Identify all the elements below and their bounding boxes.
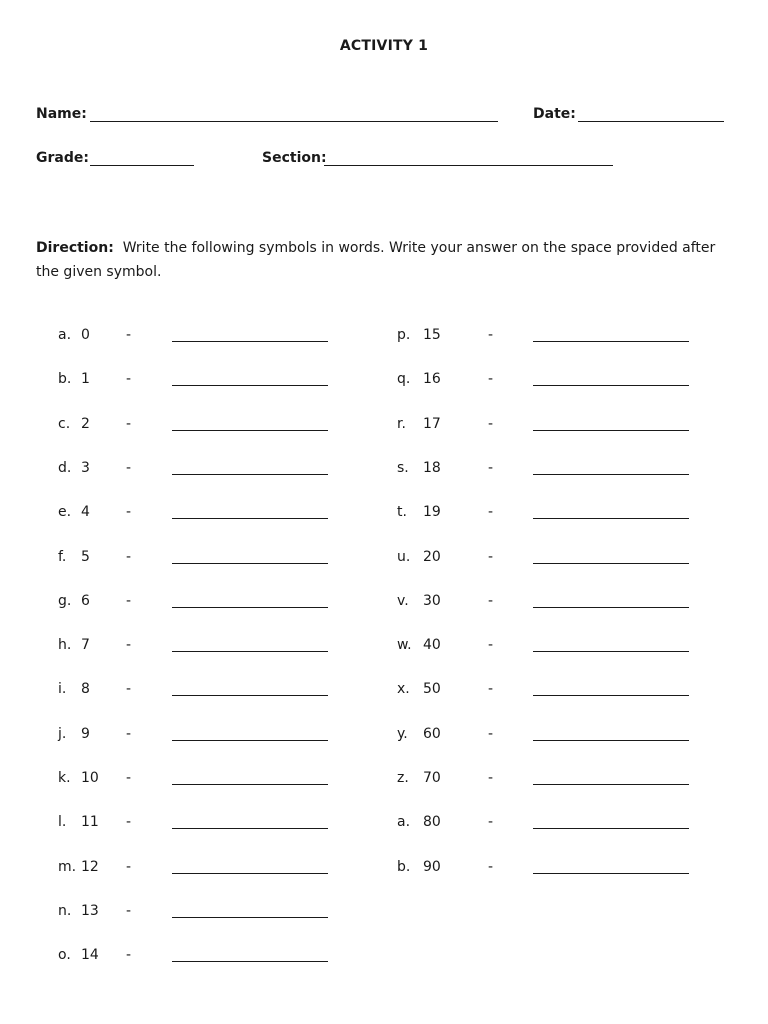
grade-field[interactable] [90,165,194,166]
answer-field[interactable] [533,607,689,608]
item-symbol: 16 [423,371,441,388]
answer-field[interactable] [172,474,328,475]
item-symbol: 5 [81,548,90,565]
item-row [58,770,338,790]
item-row [397,726,697,746]
item-dash: - [488,548,494,565]
item-row [58,859,338,879]
item-letter: b. [397,858,411,875]
item-symbol: 14 [81,947,99,964]
item-letter: w. [397,637,412,654]
item-dash: - [488,770,494,786]
item-dash: - [488,858,494,875]
item-symbol: 50 [423,681,441,698]
item-dash: - [126,858,132,875]
answer-field[interactable] [172,430,328,431]
item-symbol: 7 [81,637,90,654]
direction-text [36,236,736,284]
answer-field[interactable] [533,695,689,696]
page-title: ACTIVITY 1 [339,38,429,54]
item-symbol: 6 [81,592,90,609]
item-row [58,371,338,391]
item-row [58,327,338,347]
item-letter: p. [397,327,411,343]
item-dash: - [126,725,132,742]
item-letter: y. [397,725,408,742]
answer-field[interactable] [533,518,689,519]
item-row [397,814,697,834]
item-dash: - [488,504,494,521]
item-dash: - [126,902,132,919]
item-symbol: 0 [81,327,90,343]
item-row [58,504,338,524]
answer-field[interactable] [533,740,689,741]
section-label: Section: [262,150,327,166]
item-row [397,460,697,480]
item-letter: c. [58,415,71,432]
answer-field[interactable] [172,784,328,785]
item-symbol: 40 [423,637,441,654]
item-row [58,593,338,613]
item-row [397,593,697,613]
item-row [58,814,338,834]
item-dash: - [126,681,132,698]
item-dash: - [126,459,132,476]
item-symbol: 11 [81,814,99,831]
item-symbol: 2 [81,415,90,432]
answer-field[interactable] [533,563,689,564]
grade-label: Grade: [36,150,89,166]
item-row [397,681,697,701]
direction-label: Direction: [36,240,114,256]
item-letter: a. [58,327,72,343]
item-dash: - [488,592,494,609]
item-symbol: 13 [81,902,99,919]
date-field[interactable] [578,121,724,122]
item-dash: - [488,459,494,476]
item-row [397,859,697,879]
item-letter: s. [397,459,409,476]
item-symbol: 12 [81,858,99,875]
item-letter: e. [58,504,72,521]
item-symbol: 9 [81,725,90,742]
item-row [397,327,697,347]
item-symbol: 19 [423,504,441,521]
item-dash: - [488,814,494,831]
item-row [397,770,697,790]
item-letter: r. [397,415,406,432]
answer-field[interactable] [172,385,328,386]
item-symbol: 60 [423,725,441,742]
item-dash: - [126,548,132,565]
answer-field[interactable] [533,474,689,475]
answer-field[interactable] [172,651,328,652]
item-letter: k. [58,770,71,786]
item-symbol: 10 [81,770,99,786]
item-row [397,416,697,436]
answer-field[interactable] [172,563,328,564]
item-dash: - [126,770,132,786]
answer-field[interactable] [533,651,689,652]
item-dash: - [126,814,132,831]
item-row [58,637,338,657]
item-row [397,371,697,391]
answer-field[interactable] [172,873,328,874]
item-letter: a. [397,814,411,831]
item-letter: l. [58,814,67,831]
item-dash: - [126,371,132,388]
item-letter: u. [397,548,411,565]
answer-field[interactable] [172,961,328,962]
item-letter: n. [58,902,72,919]
item-letter: z. [397,770,409,786]
name-field[interactable] [90,121,498,122]
item-letter: m. [58,858,77,875]
item-dash: - [126,504,132,521]
section-field[interactable] [324,165,613,166]
answer-field[interactable] [172,607,328,608]
answer-field[interactable] [172,695,328,696]
item-letter: h. [58,637,72,654]
item-symbol: 70 [423,770,441,786]
item-row [397,504,697,524]
answer-field[interactable] [172,740,328,741]
item-letter: q. [397,371,411,388]
item-symbol: 4 [81,504,90,521]
answer-field[interactable] [533,784,689,785]
item-letter: b. [58,371,72,388]
answer-field[interactable] [533,385,689,386]
item-dash: - [126,327,132,343]
item-letter: t. [397,504,407,521]
item-dash: - [488,327,494,343]
item-letter: v. [397,592,409,609]
item-symbol: 15 [423,327,441,343]
item-row [397,549,697,569]
item-row [397,637,697,657]
item-dash: - [126,947,132,964]
item-symbol: 1 [81,371,90,388]
item-row [58,903,338,923]
answer-field[interactable] [172,917,328,918]
item-symbol: 3 [81,459,90,476]
item-symbol: 8 [81,681,90,698]
item-letter: j. [58,725,67,742]
item-dash: - [126,637,132,654]
item-dash: - [488,681,494,698]
item-symbol: 90 [423,858,441,875]
item-letter: f. [58,548,67,565]
item-row [58,549,338,569]
answer-field[interactable] [172,518,328,519]
item-dash: - [488,637,494,654]
item-symbol: 17 [423,415,441,432]
item-row [58,460,338,480]
item-symbol: 18 [423,459,441,476]
item-dash: - [488,725,494,742]
answer-field[interactable] [533,341,689,342]
name-label: Name: [36,106,87,122]
item-row [58,947,338,967]
direction-body: Write the following symbols in words. Write your answer on the space provided after the given symbol. [36,240,716,280]
item-symbol: 20 [423,548,441,565]
answer-field[interactable] [533,430,689,431]
item-symbol: 80 [423,814,441,831]
item-dash: - [488,415,494,432]
answer-field[interactable] [172,341,328,342]
item-row [58,726,338,746]
item-symbol: 30 [423,592,441,609]
item-row [58,416,338,436]
item-dash: - [126,415,132,432]
item-letter: o. [58,947,71,964]
answer-field[interactable] [172,828,328,829]
answer-field[interactable] [533,828,689,829]
item-letter: x. [397,681,410,698]
item-row [58,681,338,701]
answer-field[interactable] [533,873,689,874]
item-letter: d. [58,459,72,476]
item-letter: g. [58,592,72,609]
item-letter: i. [58,681,67,698]
item-dash: - [126,592,132,609]
date-label: Date: [533,106,576,122]
item-dash: - [488,371,494,388]
